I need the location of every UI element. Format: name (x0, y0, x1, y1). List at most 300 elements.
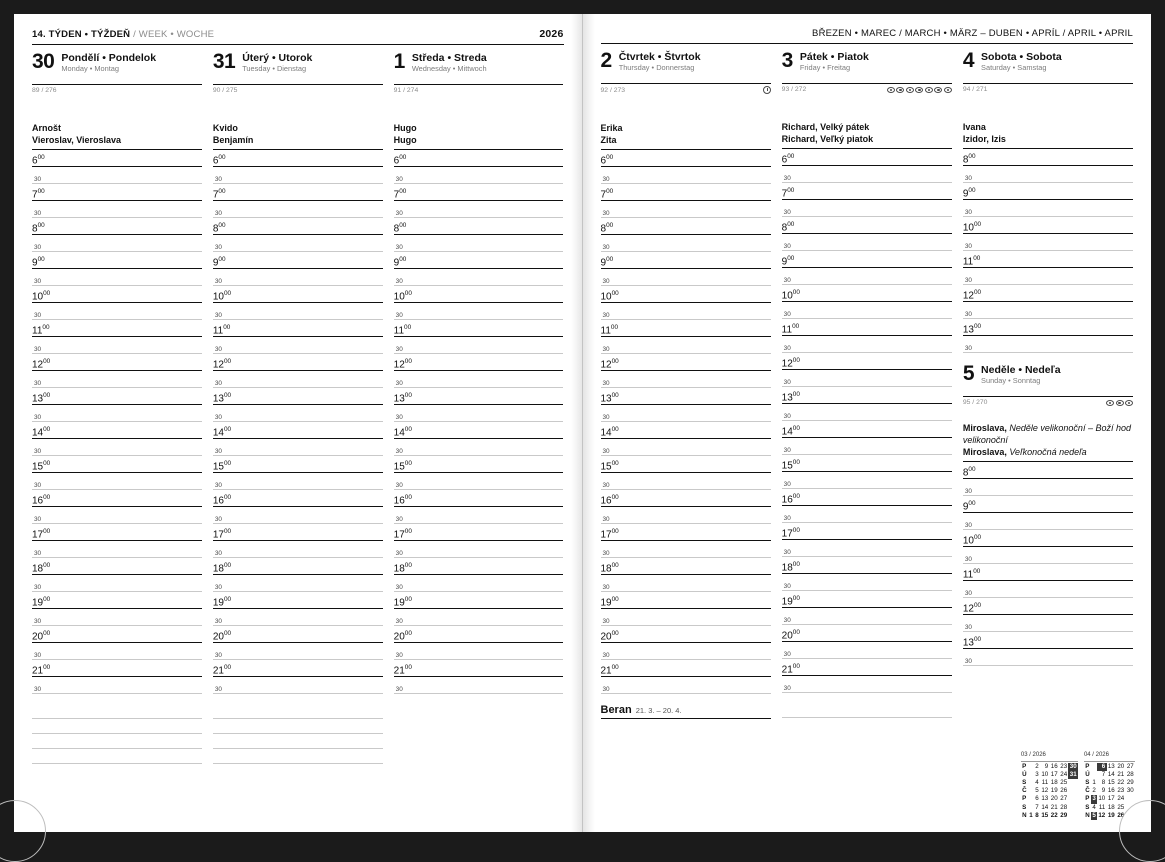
half-hour-row[interactable] (213, 201, 383, 218)
half-hour-row[interactable] (963, 615, 1133, 632)
mini-calendar-day[interactable]: 26 (1060, 787, 1068, 795)
half-hour-row[interactable] (782, 200, 952, 217)
hour-row[interactable] (601, 388, 771, 405)
hour-row[interactable] (782, 387, 952, 404)
nameday-sk: Zita (600, 134, 617, 145)
mini-calendar-day[interactable]: 21 (1050, 803, 1058, 811)
mini-calendar-day[interactable]: 25 (1060, 779, 1068, 787)
hour-row[interactable] (782, 421, 952, 438)
half-hour-row[interactable] (782, 608, 952, 625)
half-hour-row[interactable] (394, 507, 564, 524)
hour-row[interactable] (213, 524, 383, 541)
half-hour-row[interactable] (394, 609, 564, 626)
hour-row[interactable] (601, 558, 771, 575)
note-line[interactable] (32, 719, 202, 734)
mini-calendar-day[interactable]: 31 (1069, 770, 1077, 778)
hour-row[interactable] (32, 456, 202, 473)
hour-row[interactable] (601, 252, 771, 269)
mini-calendar-day[interactable]: 13 (1041, 795, 1049, 803)
hour-row[interactable] (601, 320, 771, 337)
mini-calendar-day[interactable]: 24 (1117, 795, 1125, 803)
half-hour-row[interactable] (32, 473, 202, 490)
half-hour-row[interactable] (601, 201, 771, 218)
hour-row[interactable] (963, 285, 1133, 302)
time-grid-sunday[interactable] (963, 462, 1133, 666)
mini-calendar-day[interactable]: 23 (1060, 762, 1068, 770)
mini-calendar-day[interactable]: 28 (1126, 770, 1134, 778)
mini-calendar-day[interactable] (1068, 804, 1077, 812)
half-hour-row[interactable] (601, 269, 771, 286)
half-hour-row[interactable] (213, 507, 383, 524)
hour-row[interactable] (213, 388, 383, 405)
mini-calendar-day[interactable]: 16 (1107, 787, 1115, 795)
mini-calendar-day[interactable]: 13 (1107, 762, 1115, 770)
hour-row[interactable] (782, 523, 952, 540)
half-hour-row[interactable] (394, 337, 564, 354)
left-page-header (32, 28, 564, 45)
half-hour-row[interactable] (963, 581, 1133, 598)
half-hour-row[interactable] (394, 677, 564, 694)
mini-calendar-day[interactable] (1126, 812, 1135, 820)
half-hour-row[interactable] (963, 547, 1133, 564)
hour-row[interactable] (394, 388, 564, 405)
half-hour-row[interactable] (394, 541, 564, 558)
hour-row[interactable] (601, 490, 771, 507)
mini-calendar-day[interactable]: 18 (1050, 779, 1058, 787)
half-hour-row[interactable] (782, 268, 952, 285)
mini-calendar-day[interactable]: 15 (1041, 811, 1049, 819)
hour-row[interactable] (32, 320, 202, 337)
half-hour-row[interactable] (32, 575, 202, 592)
mini-calendar-day[interactable] (1126, 804, 1135, 812)
mini-calendar-day[interactable]: 3 (1035, 770, 1039, 778)
half-hour-row[interactable] (963, 336, 1133, 353)
half-hour-row[interactable] (213, 337, 383, 354)
nameday-block (32, 94, 202, 150)
mini-calendar-day[interactable]: 11 (1098, 803, 1106, 811)
mini-calendar-day[interactable]: 11 (1041, 779, 1049, 787)
half-hour-row[interactable] (963, 268, 1133, 285)
mini-calendar-day[interactable]: 5 (1092, 811, 1096, 819)
hour-row[interactable] (213, 184, 383, 201)
mini-calendar-day[interactable]: 3 (1092, 795, 1096, 803)
half-hour-label: 30 (395, 210, 403, 217)
note-line[interactable] (213, 719, 383, 734)
hour-row[interactable] (963, 462, 1133, 479)
mini-calendar-day[interactable]: 22 (1117, 779, 1125, 787)
half-hour-row[interactable] (601, 609, 771, 626)
mini-calendar-day[interactable]: 10 (1041, 770, 1049, 778)
half-hour-row[interactable] (963, 479, 1133, 496)
half-hour-row[interactable] (394, 235, 564, 252)
hour-row[interactable] (394, 490, 564, 507)
hour-label: $6^{00}$ (212, 153, 226, 166)
hour-row[interactable] (394, 252, 564, 269)
hour-row[interactable] (782, 489, 952, 506)
half-hour-row[interactable] (601, 371, 771, 388)
half-hour-row[interactable] (394, 201, 564, 218)
mini-calendar-day[interactable]: 25 (1117, 803, 1125, 811)
mini-calendar-day[interactable]: 14 (1041, 803, 1049, 811)
mini-calendar-day[interactable]: 1 (1092, 779, 1096, 787)
hour-row[interactable] (213, 456, 383, 473)
half-hour-row[interactable] (394, 473, 564, 490)
hour-row[interactable] (601, 456, 771, 473)
half-hour-row[interactable] (213, 541, 383, 558)
note-line[interactable] (213, 749, 383, 764)
half-hour-row[interactable] (213, 405, 383, 422)
hour-row[interactable] (601, 524, 771, 541)
mini-calendar-day[interactable]: 20 (1117, 762, 1125, 770)
hour-row[interactable] (32, 252, 202, 269)
hour-row[interactable] (213, 626, 383, 643)
hour-row[interactable] (213, 422, 383, 439)
half-hour-row[interactable] (32, 371, 202, 388)
free-note-lines[interactable] (782, 703, 952, 718)
mini-calendar-day[interactable] (1068, 779, 1077, 787)
mini-calendar-day[interactable]: 28 (1060, 803, 1068, 811)
hour-row[interactable] (213, 354, 383, 371)
half-hour-label: 30 (783, 277, 791, 284)
mini-calendar-day[interactable]: 5 (1035, 787, 1039, 795)
half-hour-row[interactable] (394, 439, 564, 456)
day-of-year: 95 / 270 (963, 397, 1133, 406)
mini-calendar-day[interactable]: 30 (1069, 762, 1077, 770)
hour-row[interactable] (963, 251, 1133, 268)
hour-row[interactable] (213, 218, 383, 235)
mini-calendar-day[interactable]: 17 (1050, 770, 1058, 778)
half-hour-row[interactable] (963, 513, 1133, 530)
half-hour-row[interactable] (32, 201, 202, 218)
hour-row[interactable] (782, 183, 952, 200)
half-hour-row[interactable] (213, 677, 383, 694)
half-hour-row[interactable] (213, 575, 383, 592)
hour-row[interactable] (601, 422, 771, 439)
mini-calendar-day[interactable]: 29 (1060, 811, 1068, 819)
hour-row[interactable] (782, 625, 952, 642)
mini-calendar-day[interactable]: 10 (1098, 795, 1106, 803)
hour-row[interactable] (782, 251, 952, 268)
mini-calendar-day[interactable]: 1 (1029, 811, 1033, 819)
half-hour-row[interactable] (213, 269, 383, 286)
hour-row[interactable] (963, 598, 1133, 615)
hour-row[interactable] (213, 592, 383, 609)
note-line[interactable] (782, 703, 952, 718)
half-hour-row[interactable] (32, 167, 202, 184)
hour-row[interactable] (32, 354, 202, 371)
hour-row[interactable] (394, 660, 564, 677)
mini-calendar-day[interactable] (1068, 795, 1077, 803)
hour-row[interactable] (782, 557, 952, 574)
mini-calendar-weekday: S (1022, 779, 1027, 787)
half-hour-row[interactable] (394, 575, 564, 592)
mini-calendar-day[interactable]: 9 (1044, 762, 1049, 770)
hour-row[interactable] (32, 524, 202, 541)
half-hour-row[interactable] (394, 269, 564, 286)
day-header (32, 51, 202, 85)
mini-calendar-weekday: N (1085, 811, 1090, 819)
hour-row[interactable] (963, 183, 1133, 200)
hour-row[interactable] (32, 660, 202, 677)
hour-row[interactable] (394, 320, 564, 337)
half-hour-row[interactable] (32, 235, 202, 252)
mini-calendar-day[interactable]: 21 (1117, 770, 1125, 778)
hour-row[interactable] (782, 285, 952, 302)
half-hour-row[interactable] (32, 439, 202, 456)
hour-row[interactable] (213, 660, 383, 677)
hour-row[interactable] (394, 184, 564, 201)
hour-label: $8^{00}$ (781, 220, 795, 233)
hour-row[interactable] (32, 150, 202, 167)
half-hour-row[interactable] (601, 167, 771, 184)
mini-calendar-day[interactable]: 30 (1126, 787, 1134, 795)
hour-label: $13^{00}$ (962, 322, 982, 335)
mini-calendar-day[interactable] (1068, 812, 1077, 820)
time-grid-saturday[interactable] (963, 149, 1133, 353)
half-hour-row[interactable] (213, 643, 383, 660)
hour-row[interactable] (394, 558, 564, 575)
hour-row[interactable] (963, 319, 1133, 336)
mini-calendar-day[interactable]: 26 (1117, 811, 1125, 819)
hour-row[interactable] (32, 490, 202, 507)
half-hour-row[interactable] (394, 405, 564, 422)
half-hour-row[interactable] (782, 540, 952, 557)
mini-calendar-day[interactable]: 23 (1117, 787, 1125, 795)
hour-row[interactable] (213, 320, 383, 337)
half-hour-row[interactable] (32, 677, 202, 694)
half-hour-row[interactable] (213, 167, 383, 184)
hour-row[interactable] (32, 286, 202, 303)
half-hour-row[interactable] (963, 302, 1133, 319)
time-grid[interactable] (782, 149, 952, 693)
mini-calendar-day[interactable]: 8 (1101, 779, 1106, 787)
half-hour-row[interactable] (32, 507, 202, 524)
half-hour-row[interactable] (963, 234, 1133, 251)
mini-calendar-day[interactable]: 2 (1092, 787, 1096, 795)
hour-row[interactable] (32, 626, 202, 643)
half-hour-row[interactable] (782, 642, 952, 659)
hour-row[interactable] (963, 496, 1133, 513)
mini-calendar-day[interactable]: 20 (1050, 795, 1058, 803)
half-hour-row[interactable] (213, 371, 383, 388)
hour-row[interactable] (782, 149, 952, 166)
nameday-block (394, 94, 564, 150)
note-line[interactable] (32, 734, 202, 749)
mini-calendar-day[interactable]: 27 (1126, 762, 1134, 770)
mini-calendar-day[interactable]: 19 (1107, 811, 1115, 819)
half-hour-row[interactable] (601, 541, 771, 558)
hour-row[interactable] (213, 150, 383, 167)
nameday-sk-sunday: Miroslava, Veľkonočná nedeľa (962, 446, 1087, 457)
hour-row[interactable] (32, 218, 202, 235)
note-line[interactable] (32, 749, 202, 764)
hour-row[interactable] (394, 354, 564, 371)
hour-row[interactable] (963, 564, 1133, 581)
half-hour-label: 30 (34, 380, 42, 387)
half-hour-row[interactable] (32, 303, 202, 320)
half-hour-row[interactable] (601, 473, 771, 490)
half-hour-row[interactable] (32, 405, 202, 422)
time-grid[interactable] (394, 150, 564, 694)
hour-row[interactable] (213, 558, 383, 575)
half-hour-row[interactable] (782, 506, 952, 523)
time-grid[interactable] (213, 150, 383, 694)
hour-row[interactable] (394, 626, 564, 643)
hour-row[interactable] (782, 455, 952, 472)
half-hour-row[interactable] (394, 643, 564, 660)
hour-row[interactable] (213, 286, 383, 303)
left-page (14, 14, 583, 832)
half-hour-row[interactable] (782, 166, 952, 183)
half-hour-row[interactable] (394, 167, 564, 184)
mini-calendar-day[interactable] (1068, 787, 1077, 795)
half-hour-row[interactable] (601, 677, 771, 694)
hour-row[interactable] (782, 217, 952, 234)
mini-calendar-day[interactable]: 6 (1035, 795, 1039, 803)
mini-calendar-day[interactable]: 7 (1101, 770, 1106, 778)
hour-label: $9^{00}$ (393, 255, 407, 268)
hour-row[interactable] (394, 286, 564, 303)
mini-calendar-day[interactable]: 7 (1035, 803, 1039, 811)
half-hour-row[interactable] (213, 235, 383, 252)
half-hour-row[interactable] (32, 337, 202, 354)
mini-calendar-day[interactable]: 27 (1060, 795, 1068, 803)
free-note-lines[interactable] (213, 704, 383, 764)
hour-row[interactable] (601, 626, 771, 643)
mini-calendar-day[interactable]: 2 (1035, 762, 1039, 770)
mini-calendar-day[interactable]: 29 (1126, 779, 1134, 787)
mini-calendar-day[interactable]: 4 (1092, 803, 1096, 811)
half-hour-row[interactable] (394, 371, 564, 388)
hour-row[interactable] (394, 592, 564, 609)
half-hour-row[interactable] (213, 609, 383, 626)
half-hour-row[interactable] (782, 404, 952, 421)
hour-label: $10^{00}$ (781, 288, 800, 301)
mini-calendar-day[interactable]: 4 (1035, 779, 1039, 787)
half-hour-row[interactable] (32, 541, 202, 558)
hour-row[interactable] (782, 591, 952, 608)
hour-row[interactable] (213, 252, 383, 269)
half-hour-row[interactable] (782, 370, 952, 387)
mini-calendar-day[interactable]: 9 (1101, 787, 1106, 795)
mini-calendar-day[interactable]: 14 (1107, 770, 1115, 778)
hour-row[interactable] (601, 286, 771, 303)
half-hour-row[interactable] (601, 303, 771, 320)
half-hour-row[interactable] (601, 575, 771, 592)
left-day-columns (32, 51, 564, 764)
half-hour-row[interactable] (213, 473, 383, 490)
half-hour-label: 30 (214, 244, 222, 251)
mini-calendar-day[interactable]: 15 (1107, 779, 1115, 787)
half-hour-row[interactable] (32, 269, 202, 286)
half-hour-row[interactable] (782, 336, 952, 353)
half-hour-row[interactable] (782, 234, 952, 251)
half-hour-row[interactable] (963, 166, 1133, 183)
mini-calendar-day[interactable]: 12 (1041, 787, 1049, 795)
hour-label: $15^{00}$ (32, 459, 51, 472)
mini-calendar-day[interactable]: 16 (1050, 762, 1058, 770)
half-hour-row[interactable] (32, 609, 202, 626)
time-grid[interactable] (601, 150, 771, 694)
free-note-lines[interactable] (32, 704, 202, 764)
hour-row[interactable] (394, 150, 564, 167)
half-hour-label: 30 (34, 346, 42, 353)
hour-row[interactable] (782, 659, 952, 676)
half-hour-row[interactable] (601, 439, 771, 456)
mini-calendar-day[interactable]: 6 (1097, 763, 1106, 771)
hour-row[interactable] (394, 524, 564, 541)
time-grid[interactable] (32, 150, 202, 694)
hour-row[interactable] (213, 490, 383, 507)
half-hour-row[interactable] (963, 200, 1133, 217)
hour-row[interactable] (963, 632, 1133, 649)
hour-row[interactable] (394, 422, 564, 439)
half-hour-row[interactable] (782, 676, 952, 693)
hour-row[interactable] (782, 353, 952, 370)
mini-calendar-day[interactable]: 12 (1098, 811, 1106, 819)
hour-row[interactable] (601, 218, 771, 235)
hour-row[interactable] (32, 184, 202, 201)
note-line[interactable] (32, 704, 202, 719)
note-line[interactable] (213, 734, 383, 749)
day-name-secondary: Friday • Freitag (799, 63, 851, 73)
hour-row[interactable] (782, 319, 952, 336)
half-hour-row[interactable] (213, 439, 383, 456)
hour-row[interactable] (394, 456, 564, 473)
hour-row[interactable] (601, 184, 771, 201)
hour-row[interactable] (394, 218, 564, 235)
half-hour-row[interactable] (782, 302, 952, 319)
hour-row[interactable] (963, 530, 1133, 547)
hour-row[interactable] (601, 150, 771, 167)
day-name-primary: Středa • Streda (411, 52, 487, 64)
hour-label: $7^{00}$ (600, 187, 614, 200)
half-hour-row[interactable] (213, 303, 383, 320)
half-hour-row[interactable] (782, 438, 952, 455)
half-hour-row[interactable] (963, 649, 1133, 666)
hour-row[interactable] (32, 558, 202, 575)
hour-row[interactable] (963, 217, 1133, 234)
hour-row[interactable] (32, 422, 202, 439)
mini-calendar-day[interactable]: 22 (1050, 811, 1058, 819)
hour-label: $7^{00}$ (781, 186, 795, 199)
half-hour-row[interactable] (601, 337, 771, 354)
hour-row[interactable] (601, 354, 771, 371)
note-line[interactable] (213, 704, 383, 719)
hour-label: $11^{00}$ (393, 323, 412, 336)
hour-row[interactable] (32, 388, 202, 405)
mini-calendar-day[interactable]: 24 (1060, 770, 1068, 778)
mini-calendar-day[interactable] (1126, 795, 1135, 803)
half-hour-row[interactable] (32, 643, 202, 660)
mini-calendar-day[interactable]: 18 (1107, 803, 1115, 811)
half-hour-row[interactable] (601, 235, 771, 252)
mini-calendar-day[interactable]: 8 (1035, 811, 1039, 819)
half-hour-row[interactable] (394, 303, 564, 320)
half-hour-row[interactable] (601, 507, 771, 524)
half-hour-row[interactable] (782, 472, 952, 489)
hour-row[interactable] (601, 592, 771, 609)
hour-row[interactable] (32, 592, 202, 609)
mini-calendar-row (1084, 787, 1135, 795)
half-hour-row[interactable] (601, 405, 771, 422)
mini-calendar-day[interactable]: 17 (1107, 795, 1115, 803)
hour-row[interactable] (601, 660, 771, 677)
half-hour-row[interactable] (782, 574, 952, 591)
mini-calendar-day[interactable]: 19 (1050, 787, 1058, 795)
hour-row[interactable] (963, 149, 1133, 166)
half-hour-row[interactable] (601, 643, 771, 660)
